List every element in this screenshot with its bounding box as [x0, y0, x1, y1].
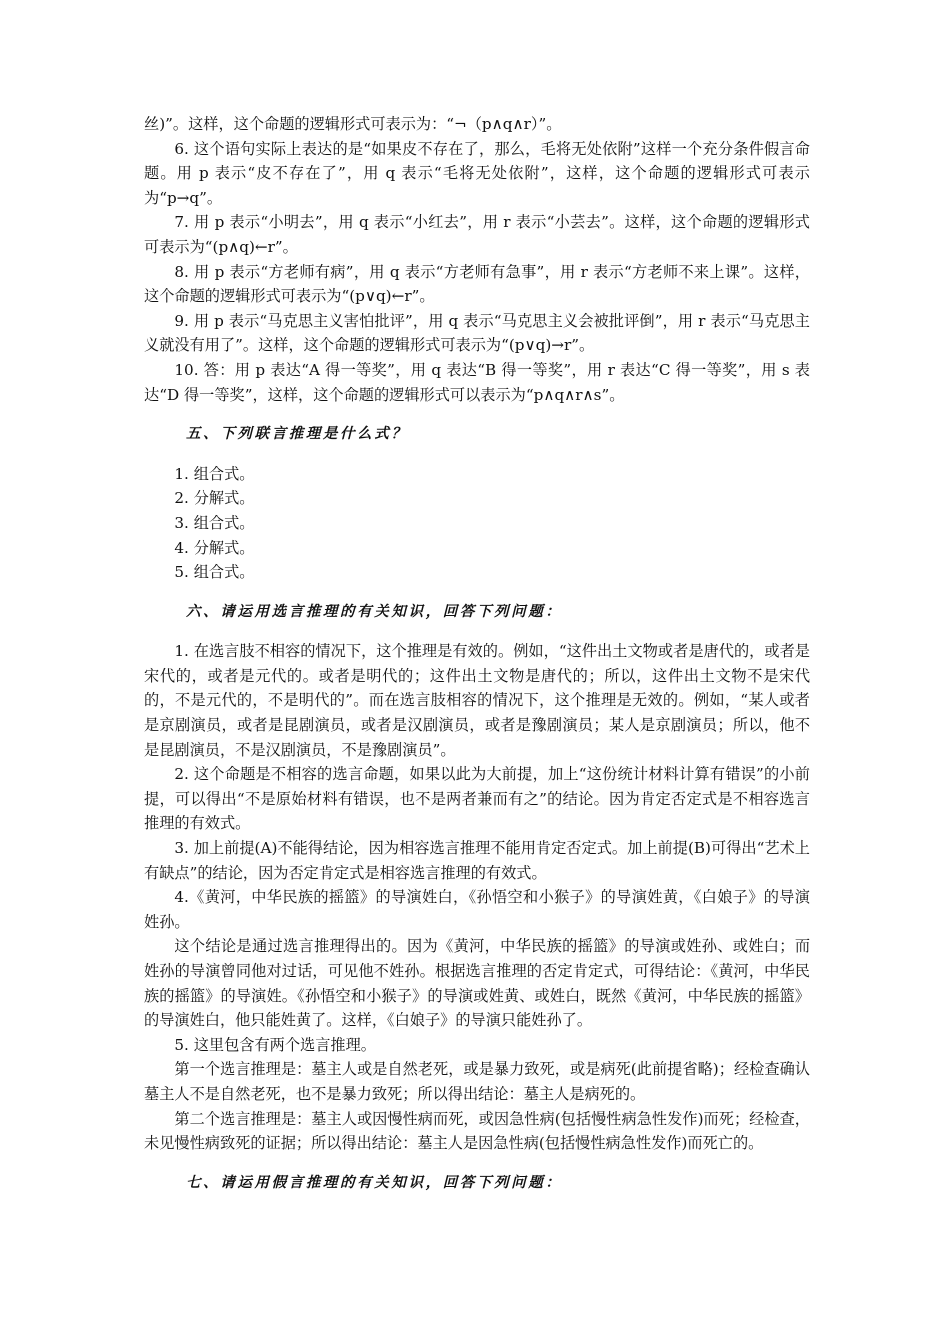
- section-6-answer-5-first: 第一个选言推理是：墓主人或是自然老死，或是暴力致死，或是病死(此前提省略)；经检查确认墓主人不是自然老死，也不是暴力致死；所以得出结论：墓主人是病死的。: [144, 1060, 810, 1103]
- answer-10: 10. 答：用 p 表达“A 得一等奖”，用 q 表达“B 得一等奖”，用 r 表达“C 得一等奖”，用 s 表达“D 得一等奖”，这样，这个命题的逻辑形式可以表示为“p∧q∧r∧s”。: [144, 360, 810, 404]
- continuation-paragraph: 丝)”。这样，这个命题的逻辑形式可表示为：“¬（p∧q∧r）”。: [144, 115, 562, 133]
- section-6-answer-5: 5. 这里包含有两个选言推理。: [174, 1035, 376, 1054]
- section-6-answer-5-second: 第二个选言推理是：墓主人或因慢性病而死，或因急性病(包括慢性病急性发作)而死；经检查，未见慢性病致死的证据；所以得出结论：墓主人是因急性病(包括慢性病急性发作)而死亡的。: [144, 1109, 810, 1153]
- answer-6: 6. 这个语句实际上表达的是“如果皮不存在了，那么，毛将无处依附”这样一个充分条件假言命题。用 p 表示“皮不存在了”，用 q 表示“毛将无处依附”，这样，这个命题的逻辑形式可表示为“p→q”。: [144, 139, 810, 207]
- document-page: [144, 112, 810, 1195]
- section-6-heading: 六、请运用选言推理的有关知识，回答下列问题：: [186, 603, 563, 620]
- section-5-item: 5. 组合式。: [174, 563, 255, 582]
- answer-8: 8. 用 p 表示“方老师有病”，用 q 表示“方老师有急事”，用 r 表示“方老师不来上课”。这样，这个命题的逻辑形式可表示为“(p∨q)←r”。: [144, 262, 810, 306]
- section-6-answer-2: 2. 这个命题是不相容的选言命题，如果以此为大前提，加上“这份统计材料计算有错误”的小前提，可以得出“不是原始材料有错误，也不是两者兼而有之”的结论。因为肯定否定式是不相容选言推理的有效式。: [144, 765, 810, 833]
- section-6-answer-1: 1. 在选言肢不相容的情况下，这个推理是有效的。例如，“这件出土文物或者是唐代的，或者是宋代的，或者是元代的。或者是明代的；这件出土文物是唐代的；所以，这件出土文物不是宋代的，不是元代的，不是明代的”。而在选言肢相容的情况下，这个推理是无效的。例如，“某人或者是京剧演员，或者是昆剧演员，或者是汉剧演员，或者是豫剧演员；某人是京剧演员；所以，他不是昆剧演员，不是汉剧演员，不是豫剧演员”。: [144, 642, 810, 759]
- answer-7: 7. 用 p 表示“小明去”，用 q 表示“小红去”，用 r 表示“小芸去”。这样，这个命题的逻辑形式可表示为“(p∧q)←r”。: [144, 213, 810, 256]
- section-5-item: 3. 组合式。: [174, 513, 255, 532]
- section-6-answer-4: 4.《黄河，中华民族的摇篮》的导演姓白，《孙悟空和小猴子》的导演姓黄，《白娘子》的导演姓孙。: [144, 888, 810, 931]
- section-6-answer-4-explanation: 这个结论是通过选言推理得出的。因为《黄河，中华民族的摇篮》的导演或姓孙、或姓白；而姓孙的导演曾同他对过话，可见他不姓孙。根据选言推理的否定肯定式，可得结论：《黄河，中华民族的摇篮》的导演姓。《孙悟空和小猴子》的导演或姓黄、或姓白，既然《黄河，中华民族的摇篮》的导演姓白，他只能姓黄了。这样，《白娘子》的导演只能姓孙了。: [144, 937, 810, 1030]
- section-6-answer-3: 3. 加上前提(A)不能得结论，因为相容选言推理不能用肯定否定式。加上前提(B)可得出“艺术上有缺点”的结论，因为否定肯定式是相容选言推理的有效式。: [144, 839, 810, 882]
- section-5-item: 4. 分解式。: [174, 538, 255, 557]
- section-5-item: 2. 分解式。: [174, 489, 255, 508]
- section-5-item: 1. 组合式。: [174, 464, 255, 483]
- section-7-heading: 七、请运用假言推理的有关知识，回答下列问题：: [186, 1174, 563, 1191]
- answer-9: 9. 用 p 表示“马克思主义害怕批评”，用 q 表示“马克思主义会被批评倒”，用 r 表示“马克思主义就没有用了”。这样，这个命题的逻辑形式可表示为“(p∨q)→r”。: [144, 311, 810, 355]
- section-5-heading: 五、下列联言推理是什么式？: [186, 426, 409, 443]
